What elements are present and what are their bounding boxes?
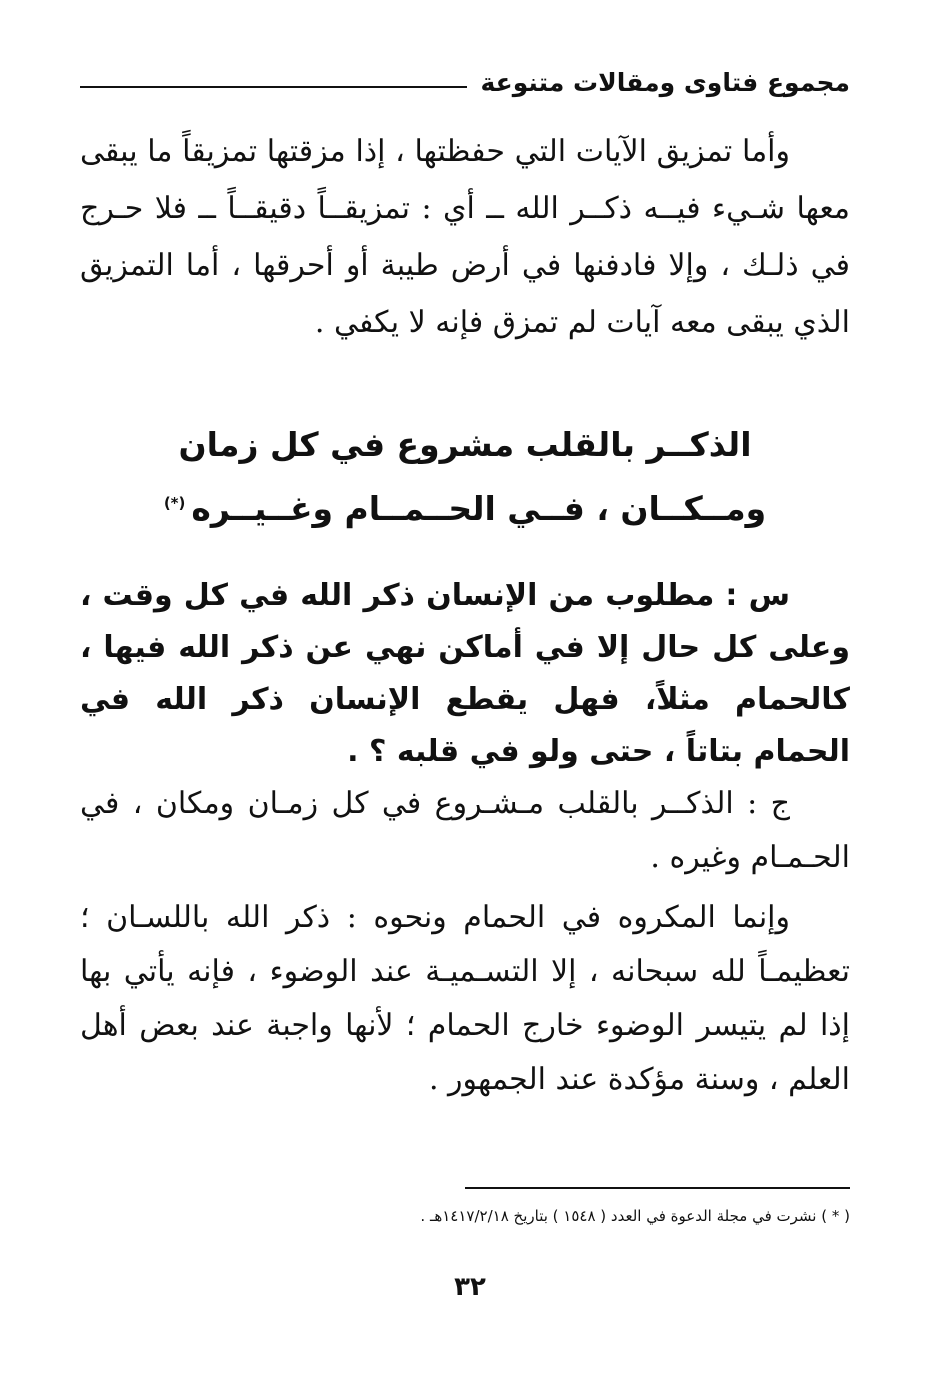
footnote: ( * ) نشرت في مجلة الدعوة في العدد ( ١٥٤٨ ) بتاريخ ١٤١٧/٢/١٨هـ . <box>420 1207 850 1225</box>
header-rule <box>80 86 467 88</box>
footnote-marker: (*) <box>163 494 186 512</box>
page-number: ٣٢ <box>454 1272 486 1302</box>
intro-section <box>80 123 850 351</box>
heading-line-2 <box>80 474 850 538</box>
intro-paragraph: وأما تمزيق الآيات التي حفظتها ، إذا مزقتها تمزيقاً ما يبقى معها شـيء فيــه ذكــر الله ــ أي : تمزيقــاً دقيقــاً ــ فلا حـرج في ذلـك ، وإلا فادفنها في أرض طيبة أو أحرقها ، أما التمزيق الذي يبقى معه آيات لم تمزق فإنه لا يكفي . <box>80 134 850 340</box>
running-header <box>80 62 850 102</box>
book-title: مجموع فتاوى ومقالات متنوعة <box>480 67 850 97</box>
question-paragraph: س : مطلوب من الإنسان ذكر الله في كل وقت ، وعلى كل حال إلا في أماكن نهي عن ذكر الله فيها ، كالحمام مثلاً، فهل يقطع الإنسان ذكر الله في الحمام بتاتاً ، حتى ولو في قلبه ؟ . <box>80 578 850 769</box>
heading-line-2-text: ومــكــان ، فــي الحــمــام وغــيــره <box>191 489 767 528</box>
section-heading <box>80 416 850 538</box>
footnote-rule <box>465 1187 850 1189</box>
heading-line-1: الذكــر بالقلب مشروع في كل زمان <box>178 425 752 464</box>
question-section <box>80 570 850 778</box>
answer-paragraph-2: وإنما المكروه في الحمام ونحوه : ذكر الله باللسـان ؛ تعظيمـاً لله سبحانه ، إلا التسـميـة عند الوضوء ، فإنه يأتي بها إذا لم يتيسر الوضوء خارج الحمام ؛ لأنها واجبة عند بعض أهل العلم ، وسنة مؤكدة عند الجمهور . <box>80 900 850 1097</box>
answer-paragraph-1: ج : الذكــر بالقلب مـشـروع في كل زمـان ومكان ، في الحـمـام وغيره . <box>80 786 850 875</box>
answer-section <box>80 777 850 1107</box>
